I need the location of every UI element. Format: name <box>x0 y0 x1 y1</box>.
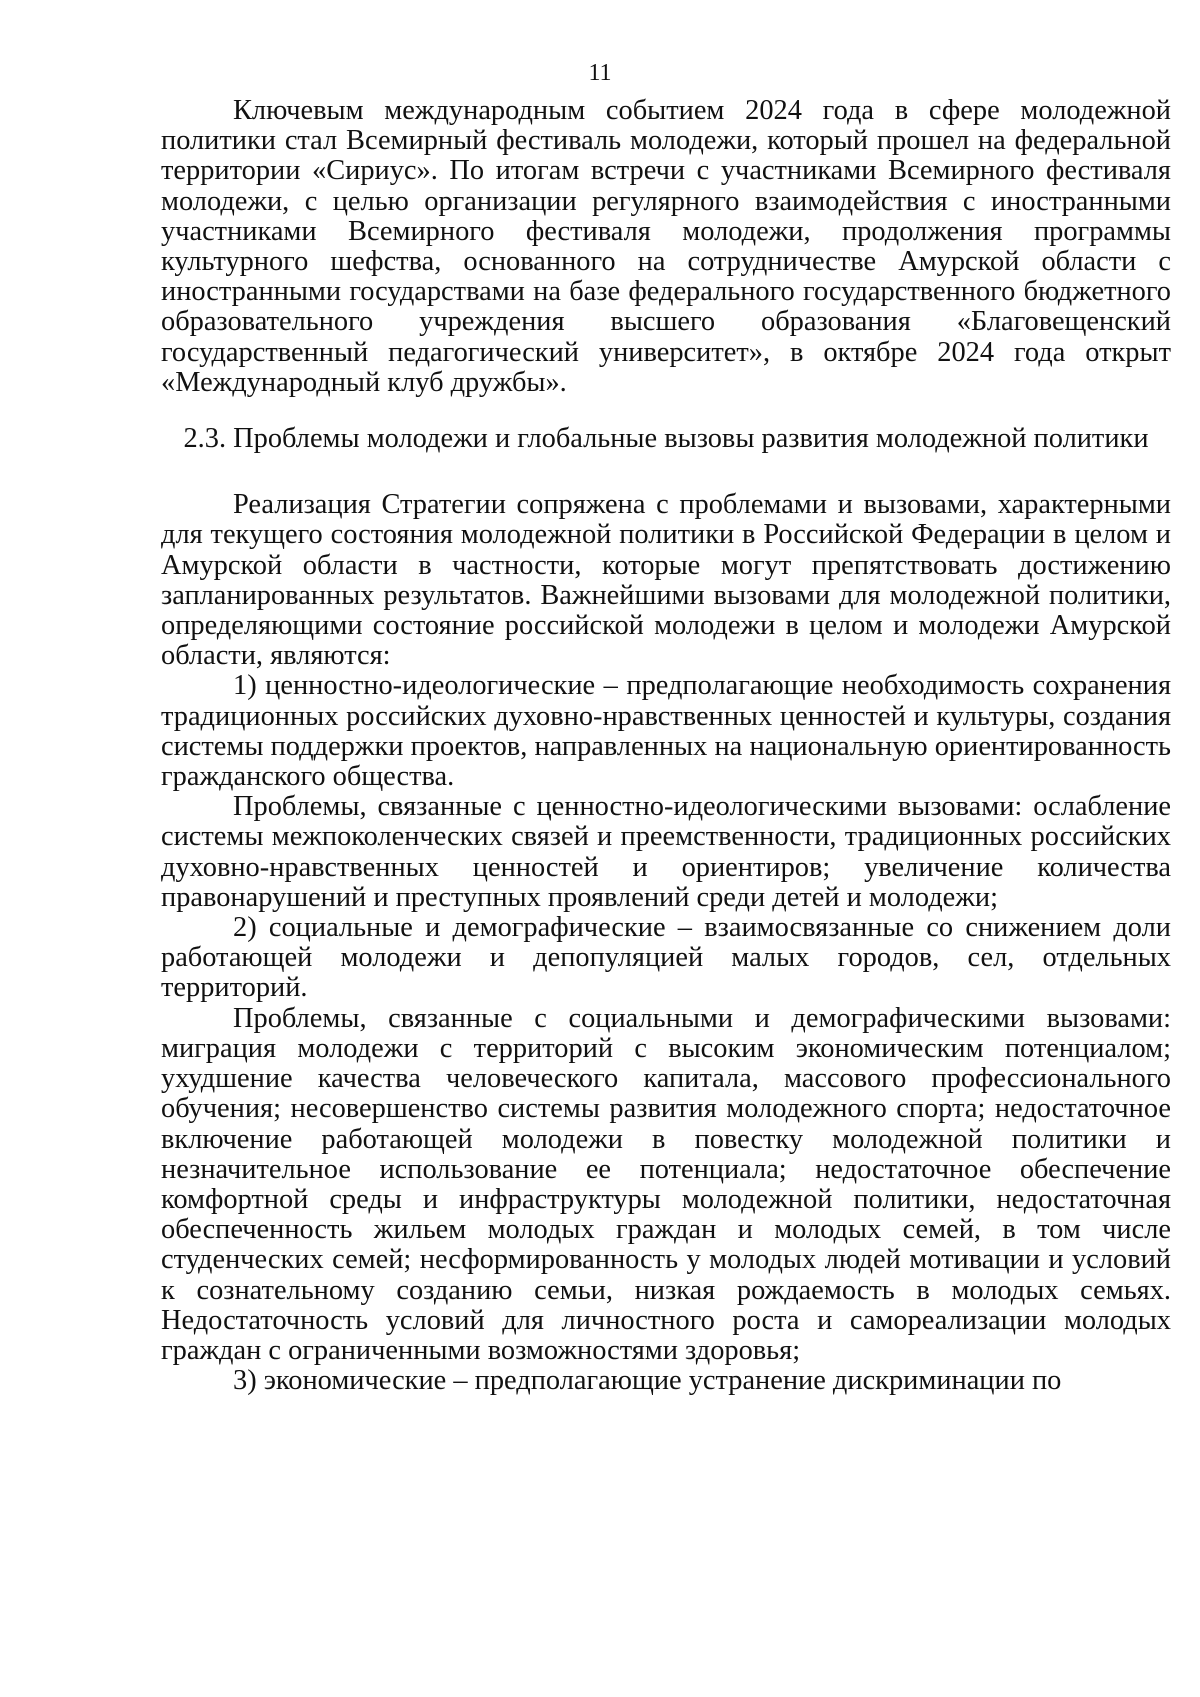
paragraph-value-ideological-problems: Проблемы, связанные с ценностно-идеологическими вызовами: ослабление системы межпоколенческих связей и преемственности, традиционных российских духовно-нравственных ценностей и ориентиров; увеличение количества правонарушений и преступных проявлений среди детей и молодежи; <box>161 791 1171 913</box>
paragraph-social-demographic-problems: Проблемы, связанные с социальными и демографическими вызовами: миграция молодежи с территорий с высоким экономическим потенциалом; ухудшение качества человеческого капитала, массового профессионального обучения; несовершенство системы развития молодежного спорта; недостаточное включение работающей молодежи в повестку молодежной политики и незначительное использование ее потенциала; недостаточное обеспечение комфортной среды и инфраструктуры молодежной политики, недостаточная обеспеченность жильем молодых граждан и молодых семей, в том числе студенческих семей; несформированность у молодых людей мотивации и условий к сознательному созданию семьи, низкая рождаемость в молодых семьях. Недостаточность условий для личностного роста и самореализации молодых граждан с ограниченными возможностями здоровья; <box>161 1002 1171 1366</box>
paragraph-challenges-intro: Реализация Стратегии сопряжена с проблемами и вызовами, характерными для текущего состояния молодежной политики в Российской Федерации в целом и Амурской области в частности, которые могут препятствовать достижению запланированных результатов. Важнейшими вызовами для молодежной политики, определяющими состояние российской молодежи в целом и молодежи Амурской области, являются: <box>161 489 1171 672</box>
document-body <box>161 96 1171 1396</box>
intro-paragraph: Ключевым международным событием 2024 года в сфере молодежной политики стал Всемирный фестиваль молодежи, который прошел на федеральной территории «Сириус». По итогам встречи с участниками Всемирного фестиваля молодежи, с целью организации регулярного взаимодействия с иностранными участниками Всемирного фестиваля молодежи, продолжения программы культурного шефства, основанного на сотрудничестве Амурской области с иностранными государствами на базе федерального государственного бюджетного образовательного учреждения высшего образования «Благовещенский государственный педагогический университет», в октябре 2024 года открыт «Международный клуб дружбы». <box>161 95 1171 398</box>
paragraph-value-ideological: 1) ценностно-идеологические – предполагающие необходимость сохранения традиционных российских духовно-нравственных ценностей и культуры, создания системы поддержки проектов, направленных на национальную ориентированность гражданского общества. <box>161 670 1171 793</box>
paragraph-economic: 3) экономические – предполагающие устранение дискриминации по <box>233 1365 1062 1397</box>
section-heading: 2.3. Проблемы молодежи и глобальные вызовы развития молодежной политики <box>183 423 1149 455</box>
page-number: 11 <box>588 60 612 86</box>
paragraph-social-demographic: 2) социальные и демографические – взаимосвязанные со снижением доли работающей молодежи и депопуляцией малых городов, сел, отдельных территорий. <box>161 912 1171 1004</box>
